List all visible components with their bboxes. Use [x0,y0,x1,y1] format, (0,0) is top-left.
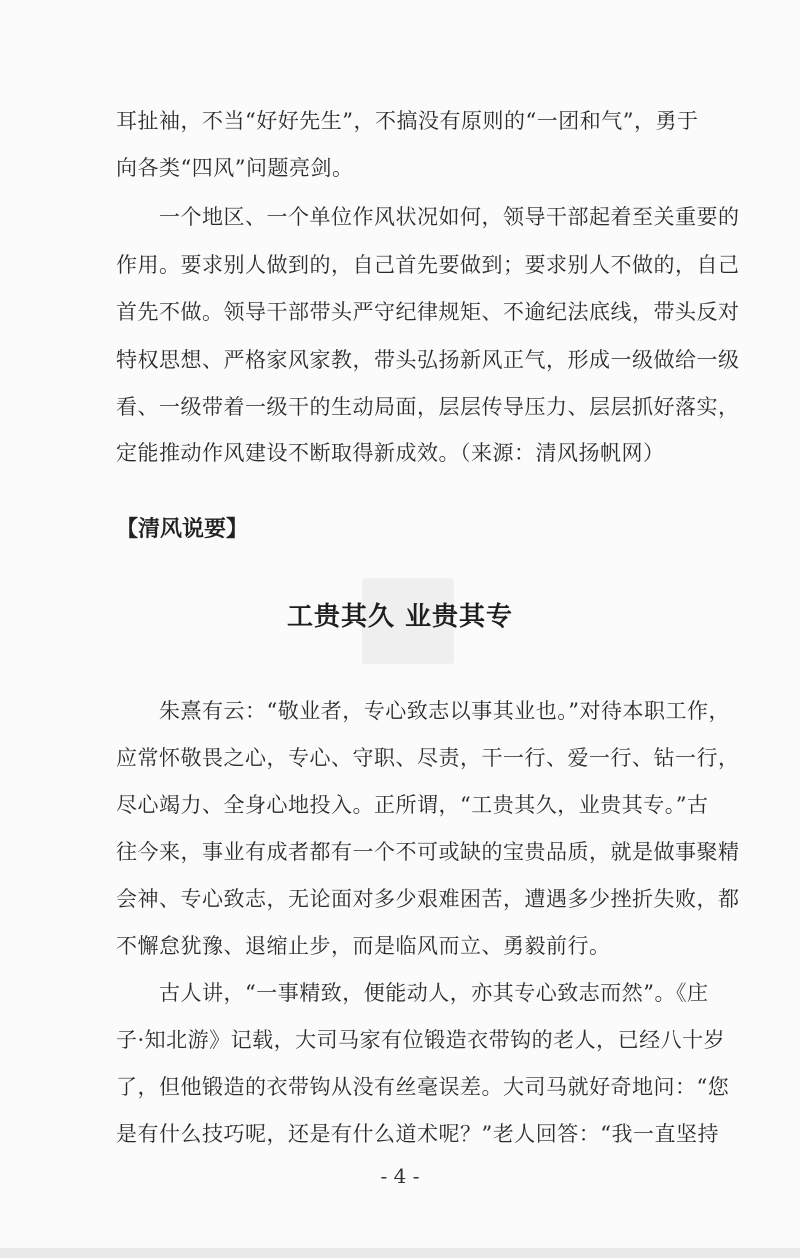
paragraph-3-line-2: 应常怀敬畏之心，专心、守职、尽责，干一行、爱一行、钻一行， [116,746,740,770]
paragraph-3-line-1: 朱熹有云：“敬业者，专心致志以事其业也。”对待本职工作， [116,699,730,723]
paragraph-2-line-5: 看、一级带着一级干的生动局面，层层传导压力、层层抓好落实， [116,395,740,419]
bottom-edge [0,1248,800,1258]
paragraph-2-line-6: 定能推动作风建设不断取得新成效。（来源：清风扬帆网） [116,441,665,465]
page-number: - 4 - [380,1164,420,1188]
paragraph-4-line-1: 古人讲，“一事精致，便能动人，亦其专心致志而然”。《庄 [116,981,709,1005]
paragraph-2-line-1: 一个地区、一个单位作风状况如何，领导干部起着至关重要的 [116,205,740,229]
paragraph-3-line-6: 不懈怠犹豫、退缩止步，而是临风而立、勇毅前行。 [116,934,611,958]
paragraph-4-line-3: 了，但他锻造的衣带钩从没有丝毫误差。大司马就好奇地问：“您 [116,1075,730,1099]
paragraph-4-line-2: 子·知北游》记载，大司马家有位锻造衣带钩的老人，已经八十岁 [116,1028,726,1052]
paragraph-3-line-5: 会神、专心致志，无论面对多少艰难困苦，遭遇多少挫折失败，都 [116,887,740,911]
section-tag: 【清风说要】 [116,517,249,542]
paragraph-1-line-1: 耳扯袖，不当“好好先生”，不搞没有原则的“一团和气”，勇于 [116,109,699,133]
article-title: 工贵其久 业贵其专 [286,602,514,632]
paragraph-1-line-2: 向各类“四风”问题亮剑。 [116,156,354,180]
paragraph-4-line-4: 是有什么技巧呢，还是有什么道术呢？”老人回答：“我一直坚持 [116,1122,719,1146]
paragraph-2-line-4: 特权思想、严格家风家教，带头弘扬新风正气，形成一级做给一级 [116,348,740,372]
paragraph-3-line-4: 往今来，事业有成者都有一个不可或缺的宝贵品质，就是做事聚精 [116,840,740,864]
paragraph-2-line-3: 首先不做。领导干部带头严守纪律规矩、不逾纪法底线，带头反对 [116,300,740,324]
paragraph-3-line-3: 尽心竭力、全身心地投入。正所谓，“工贵其久，业贵其专。”古 [116,793,709,817]
paragraph-2-line-2: 作用。要求别人做到的，自己首先要做到；要求别人不做的，自己 [116,253,740,277]
